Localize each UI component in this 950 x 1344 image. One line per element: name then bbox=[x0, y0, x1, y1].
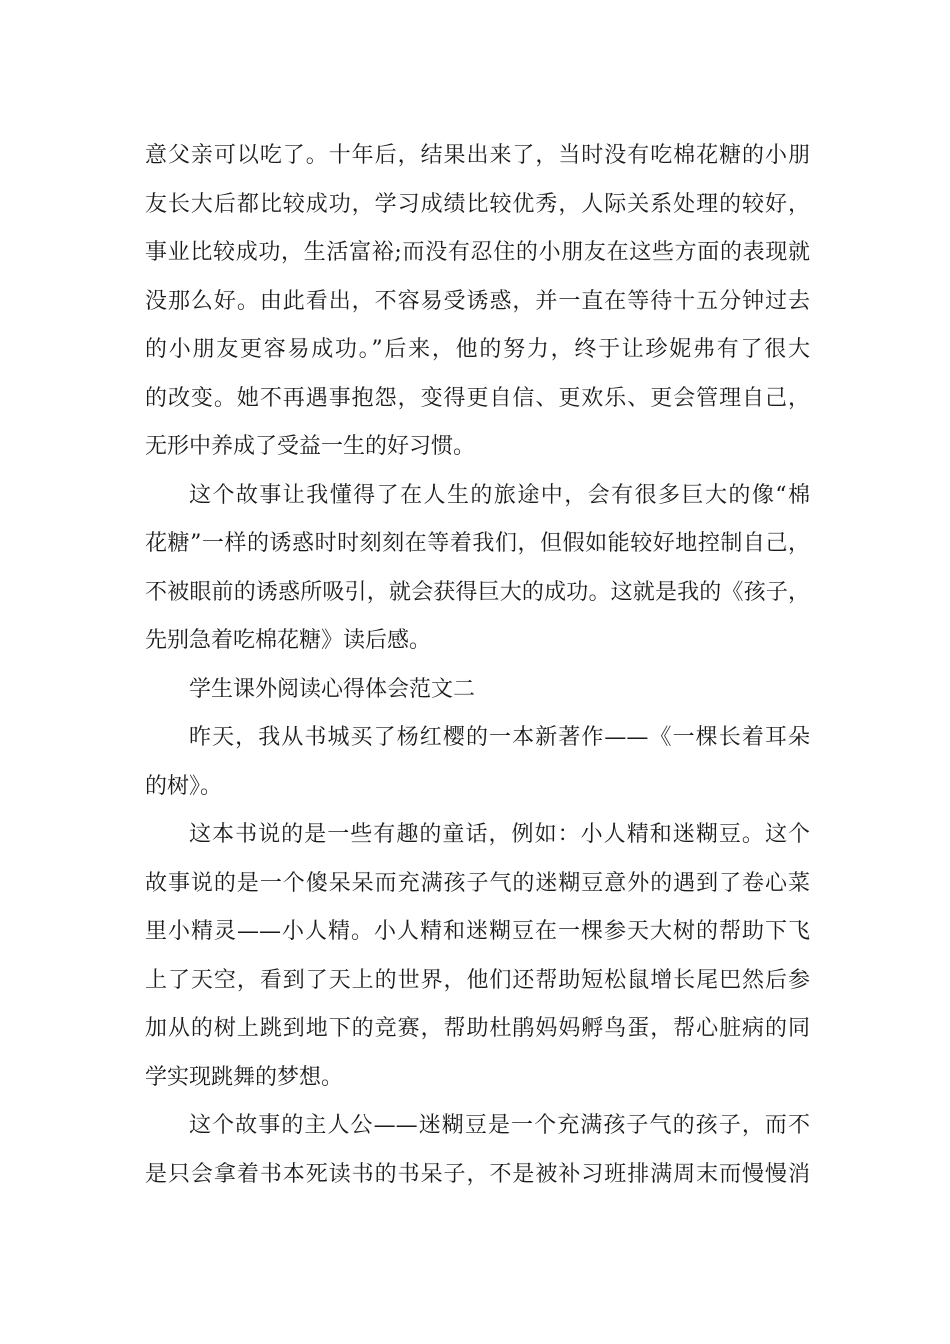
text-line: 的小朋友更容易成功。”后来，他的努力，终于让珍妮弗有了很大 bbox=[145, 337, 810, 362]
text-line: 无形中养成了受益一生的好习惯。 bbox=[145, 434, 476, 459]
text-line: 不被眼前的诱惑所吸引，就会获得巨大的成功。这就是我的《孩子， bbox=[145, 579, 810, 605]
text-line: 先别急着吃棉花糖》读后感。 bbox=[145, 628, 432, 653]
text-line: 上了天空，看到了天上的世界，他们还帮助短松鼠增长尾巴然后参 bbox=[145, 967, 810, 993]
text-line: 这个故事的主人公——迷糊豆是一个充满孩子气的孩子，而不 bbox=[189, 1113, 810, 1138]
text-line: 加从的树上跳到地下的竞赛，帮助杜鹃妈妈孵鸟蛋，帮心脏病的同 bbox=[145, 1016, 810, 1041]
text-line: 里小精灵——小人精。小人精和迷糊豆在一棵参天大树的帮助下飞 bbox=[145, 919, 810, 944]
text-line: 没那么好。由此看出，不容易受诱惑，并一直在等待十五分钟过去 bbox=[145, 288, 810, 314]
text-line: 这本书说的是一些有趣的童话，例如：小人精和迷糊豆。这个 bbox=[189, 822, 810, 847]
text-line: 学实现跳舞的梦想。 bbox=[145, 1064, 344, 1090]
text-line: 昨天，我从书城买了杨红樱的一本新著作——《一棵长着耳朵 bbox=[189, 725, 810, 750]
document-body bbox=[145, 132, 810, 1199]
text-line: 友长大后都比较成功，学习成绩比较优秀，人际关系处理的较好， bbox=[145, 191, 810, 217]
text-line: 事业比较成功，生活富裕;而没有忍住的小朋友在这些方面的表现就 bbox=[145, 240, 810, 265]
text-line: 这个故事让我懂得了在人生的旅途中，会有很多巨大的像“棉 bbox=[189, 482, 810, 508]
text-line: 意父亲可以吃了。十年后，结果出来了，当时没有吃棉花糖的小朋 bbox=[145, 143, 810, 168]
text-line: 的树》。 bbox=[145, 773, 223, 799]
section-heading: 学生课外阅读心得体会范文二 bbox=[189, 676, 476, 702]
text-line: 的改变。她不再遇事抱怨，变得更自信、更欢乐、更会管理自己， bbox=[145, 385, 810, 411]
text-line: 是只会拿着书本死读书的书呆子，不是被补习班排满周末而慢慢消 bbox=[145, 1161, 810, 1187]
text-line: 故事说的是一个傻呆呆而充满孩子气的迷糊豆意外的遇到了卷心菜 bbox=[145, 870, 810, 896]
text-line: 花糖”一样的诱惑时时刻刻在等着我们，但假如能较好地控制自己， bbox=[145, 531, 810, 556]
